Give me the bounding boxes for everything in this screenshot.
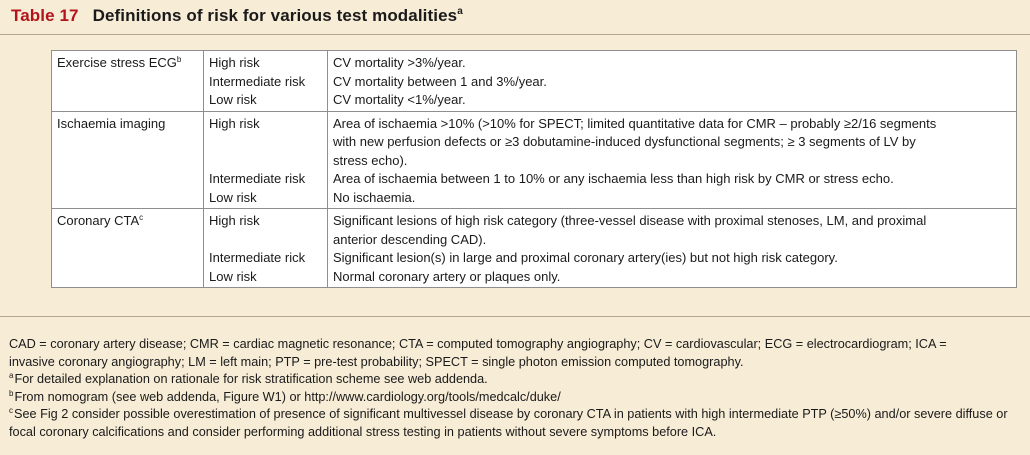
risk-level-label: Intermediate risk (209, 171, 306, 186)
risk-definition-line: No ischaemia. (333, 189, 416, 205)
risk-definition-line: with new perfusion defects or ≥3 dobutamine-induced dysfunctional segments; ≥ 3 segments of LV by (333, 134, 916, 149)
table-footnotes (0, 316, 1030, 455)
risk-level-cell (204, 209, 328, 288)
footnote-abbreviations (9, 336, 1025, 354)
modality-cell (52, 209, 204, 288)
risk-definition-line: Normal coronary artery or plaques only. (333, 268, 561, 284)
risk-level-label: Intermediate risk (209, 73, 306, 89)
modality-label: Exercise stress ECG (57, 55, 177, 70)
table-row (52, 209, 1017, 288)
footnote-abbreviations-cont (9, 354, 1025, 372)
table-title-footnote-marker: a (457, 6, 463, 17)
risk-level-cell (204, 111, 328, 209)
risk-level-label: High risk (209, 115, 260, 131)
risk-definition-line: CV mortality <1%/year. (333, 92, 466, 107)
risk-level-label: Low risk (209, 92, 257, 107)
risk-level-label: Low risk (209, 268, 257, 284)
table-title: Definitions of risk for various test modalities (92, 6, 458, 25)
modality-label: Ischaemia imaging (57, 115, 166, 131)
footnote-text: invasive coronary angiography; LM = left main; PTP = pre-test probability; SPECT = single photon emission computed tomography. (9, 354, 744, 369)
modality-cell (52, 51, 204, 112)
table-heading (11, 6, 463, 26)
footnote-c-cont (9, 424, 1025, 442)
footnote-text: See Fig 2 consider possible overestimation of presence of significant multivessel disease by coronary CTA in patients with high intermediate PTP (≥50%) and/or severe diffuse or (14, 407, 1008, 421)
modality-label: Coronary CTA (57, 213, 140, 228)
modality-footnote-marker: c (139, 213, 144, 222)
risk-definition-cell (328, 111, 1017, 209)
risk-level-cell (204, 51, 328, 112)
risk-level-label: High risk (209, 213, 260, 228)
risk-definition-line: stress echo). (333, 152, 408, 168)
footnote-b (9, 389, 1025, 407)
risk-definition-line: Area of ischaemia >10% (>10% for SPECT; limited quantitative data for CMR – probably ≥2/16 segments (333, 115, 937, 131)
table-area (0, 35, 1030, 316)
footnote-text: From nomogram (see web addenda, Figure W1) or http://www.cardiology.org/tools/medcalc/duke/ (14, 389, 561, 404)
risk-level-label: High risk (209, 55, 260, 70)
spacer-line (209, 231, 322, 250)
risk-definition-line: Area of ischaemia between 1 to 10% or any ischaemia less than high risk by CMR or stress echo. (333, 171, 894, 186)
spacer-line (209, 152, 322, 171)
footnote-text: CAD = coronary artery disease; CMR = cardiac magnetic resonance; CTA = computed tomography angiography; CV = cardiovascular; ECG = electrocardiogram; ICA = (9, 337, 947, 351)
footnote-marker: a (9, 371, 14, 380)
table-row (52, 51, 1017, 112)
footnote-marker: b (9, 388, 14, 398)
risk-level-label: Intermediate rick (209, 250, 306, 265)
modality-footnote-marker: b (176, 55, 182, 64)
spacer-line (209, 133, 322, 152)
risk-definition-cell (328, 51, 1017, 112)
risk-definition-line: anterior descending CAD). (333, 231, 487, 247)
risk-definitions-table (51, 50, 1017, 288)
modality-cell (52, 111, 204, 209)
risk-definition-cell (328, 209, 1017, 288)
risk-definition-line: CV mortality between 1 and 3%/year. (333, 73, 547, 89)
risk-definition-line: Significant lesions of high risk category (three-vessel disease with proximal stenoses, LM, and proximal (333, 213, 927, 228)
risk-definition-line: Significant lesion(s) in large and proximal coronary artery(ies) but not high risk category. (333, 250, 838, 265)
risk-definition-line: CV mortality >3%/year. (333, 55, 466, 70)
footnote-c (9, 406, 1025, 424)
risk-level-label: Low risk (209, 189, 257, 205)
footnote-text: focal coronary calcifications and consider performing additional stress testing in patients without severe symptoms before ICA. (9, 424, 717, 439)
footnote-text: For detailed explanation on rationale for risk stratification scheme see web addenda. (14, 372, 488, 386)
table-row (52, 111, 1017, 209)
table-title-bar (0, 0, 1030, 35)
table-number-label: Table 17 (11, 6, 79, 25)
footnote-marker: c (9, 406, 13, 415)
footnote-a (9, 371, 1025, 389)
